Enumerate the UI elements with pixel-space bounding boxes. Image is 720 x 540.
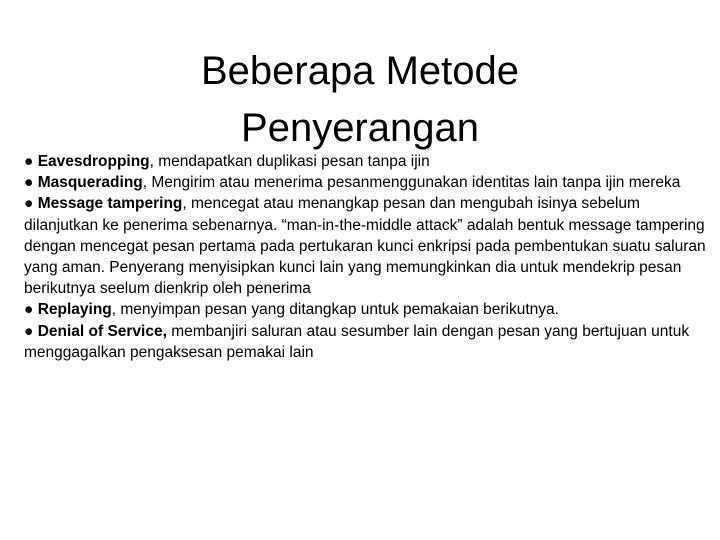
description-eavesdropping: , mendapatkan duplikasi pesan tanpa ijin (149, 153, 430, 170)
bullet-item-replaying (24, 299, 714, 320)
term-message-tampering: Message tampering (37, 195, 183, 213)
content-body (24, 151, 714, 363)
term-replaying: Replaying (37, 301, 112, 319)
title-line-2: Penyerangan (241, 105, 479, 150)
term-masquerading: Masquerading (37, 174, 143, 192)
slide-title (0, 43, 720, 157)
bullet-item-denial-of-service (24, 321, 714, 363)
bullet-icon: ● (24, 322, 34, 340)
bullet-item-message-tampering (24, 193, 714, 299)
bullet-item-masquerading (24, 172, 714, 193)
bullet-icon: ● (24, 195, 34, 213)
description-masquerading: , Mengirim atau menerima pesanmenggunakan identitas lain tanpa ijin mereka (142, 174, 681, 192)
description-denial-of-service: membanjiri saluran atau sesumber lain dengan pesan yang bertujuan untuk menggagalkan pengaksesan pemakai lain (24, 322, 690, 361)
bullet-item-eavesdropping (24, 151, 714, 172)
description-message-tampering: , mencegat atau menangkap pesan dan mengubah isinya sebelum dilanjutkan ke penerima sebenarnya. “man-in-the-middle attack” adalah bentuk message tampering dengan mencegat pesan pertama pada pertukaran kunci enkripsi pada pembentukan suatu saluran yang aman. Penyerang menyisipkan kunci lain yang memungkinkan dia untuk mendekrip pesan berikutnya seelum dienkrip oleh penerima (24, 195, 706, 298)
term-eavesdropping: Eavesdropping (37, 153, 150, 170)
bullet-icon: ● (24, 153, 34, 170)
description-replaying: , menyimpan pesan yang ditangkap untuk pemakaian berikutnya. (111, 301, 559, 319)
bullet-icon: ● (24, 301, 34, 319)
term-denial-of-service: Denial of Service, (37, 322, 167, 340)
title-line-1: Beberapa Metode (200, 48, 519, 93)
bullet-icon: ● (24, 174, 34, 192)
